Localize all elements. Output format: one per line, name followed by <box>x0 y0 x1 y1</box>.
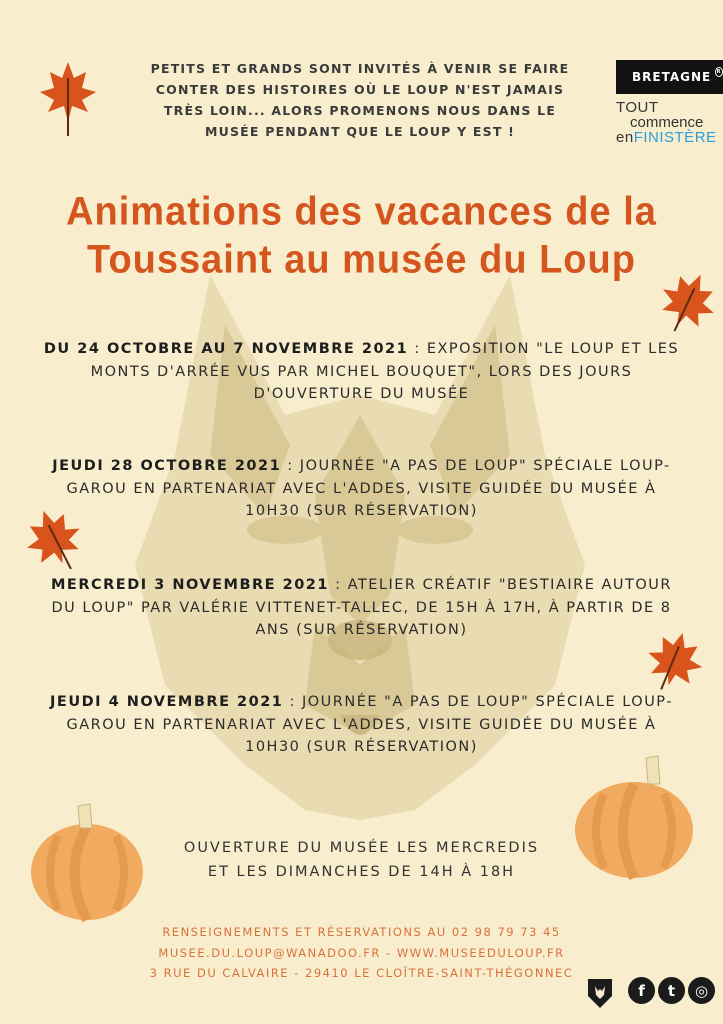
opening-hours <box>110 836 613 884</box>
event-item <box>40 574 683 642</box>
event-date: JEUDI 4 NOVEMBRE 2021 <box>50 694 284 710</box>
event-description: : EXPOSITION "LE LOUP ET LES MONTS D'ARRÉE VUS PAR MICHEL BOUQUET", LORS DES JOURS D'OUVERTURE DU MUSÉE <box>90 341 680 402</box>
intro-text <box>140 58 580 142</box>
event-date: JEUDI 28 OCTOBRE 2021 <box>52 458 282 474</box>
opening-line: OUVERTURE DU MUSÉE LES MERCREDIS <box>183 840 540 856</box>
title-line: Animations des vacances de la <box>66 189 657 234</box>
event-description: : JOURNÉE "A PAS DE LOUP" SPÉCIALE LOUP-GAROU EN PARTENARIAT AVEC L'ADDES, VISITE GUIDÉE DU MUSÉE À 10H30 (SUR RÉSERVATION) <box>66 458 671 519</box>
event-date: DU 24 OCTOBRE AU 7 NOVEMBRE 2021 <box>43 341 409 357</box>
tout-commence-en-finistere-logo <box>616 100 723 145</box>
opening-line: ET LES DIMANCHES DE 14H À 18H <box>207 864 516 880</box>
event-item <box>40 455 683 523</box>
logo-word-finistere: FINISTÈRE <box>633 129 717 146</box>
event-description: : ATELIER CRÉATIF "BESTIAIRE AUTOUR DU LOUP" PAR VALÉRIE VITTENET-TALLEC, DE 15H À 17H, À PARTIR DE 8 ANS (SUR RÉSERVATION) <box>51 577 672 638</box>
event-description: : JOURNÉE "A PAS DE LOUP" SPÉCIALE LOUP-GAROU EN PARTENARIAT AVEC L'ADDES, VISITE GUIDÉE DU MUSÉE À 10H30 (SUR RÉSERVATION) <box>66 694 673 755</box>
logo-line-finistere <box>616 130 723 145</box>
event-item <box>40 338 683 406</box>
event-date: MERCREDI 3 NOVEMBRE 2021 <box>51 577 329 593</box>
contact-address: 3 RUE DU CALVAIRE - 29410 LE CLOÎTRE-SAINT-THÉGONNEC <box>149 966 574 980</box>
intro-line: CONTER DES HISTOIRES OÙ LE LOUP N'EST JAMAIS <box>155 82 565 97</box>
maple-leaf-icon <box>36 58 100 140</box>
page-title <box>40 188 683 285</box>
contact-web[interactable]: MUSEE.DU.LOUP@WANADOO.FR - WWW.MUSEEDULOUP.FR <box>158 945 565 960</box>
instagram-icon[interactable]: ◎ <box>688 977 715 1004</box>
intro-line: TRÈS LOIN... ALORS PROMENONS NOUS DANS LE <box>163 103 557 118</box>
intro-line: MUSÉE PENDANT QUE LE LOUP Y EST ! <box>204 124 516 139</box>
museum-logo-icon <box>587 978 613 1008</box>
intro-line: PETITS ET GRANDS SONT INVITÉS À VENIR SE FAIRE <box>150 61 570 76</box>
logo-word-en: en <box>616 129 634 146</box>
bretagne-label: BRETAGNE <box>632 70 712 84</box>
social-links <box>628 977 715 1004</box>
contact-info <box>100 922 623 984</box>
title-line: Toussaint au musée du Loup <box>87 238 636 283</box>
registered-icon: R <box>716 69 722 75</box>
contact-phone: RENSEIGNEMENTS ET RÉSERVATIONS AU 02 98 79 73 45 <box>162 925 561 939</box>
twitter-icon[interactable]: t <box>658 977 685 1004</box>
facebook-icon[interactable]: f <box>628 977 655 1004</box>
bretagne-logo <box>616 60 723 94</box>
event-item <box>40 691 683 759</box>
logo-line-commence: commence <box>630 114 704 131</box>
logo-line-tout: TOUT <box>616 99 659 116</box>
